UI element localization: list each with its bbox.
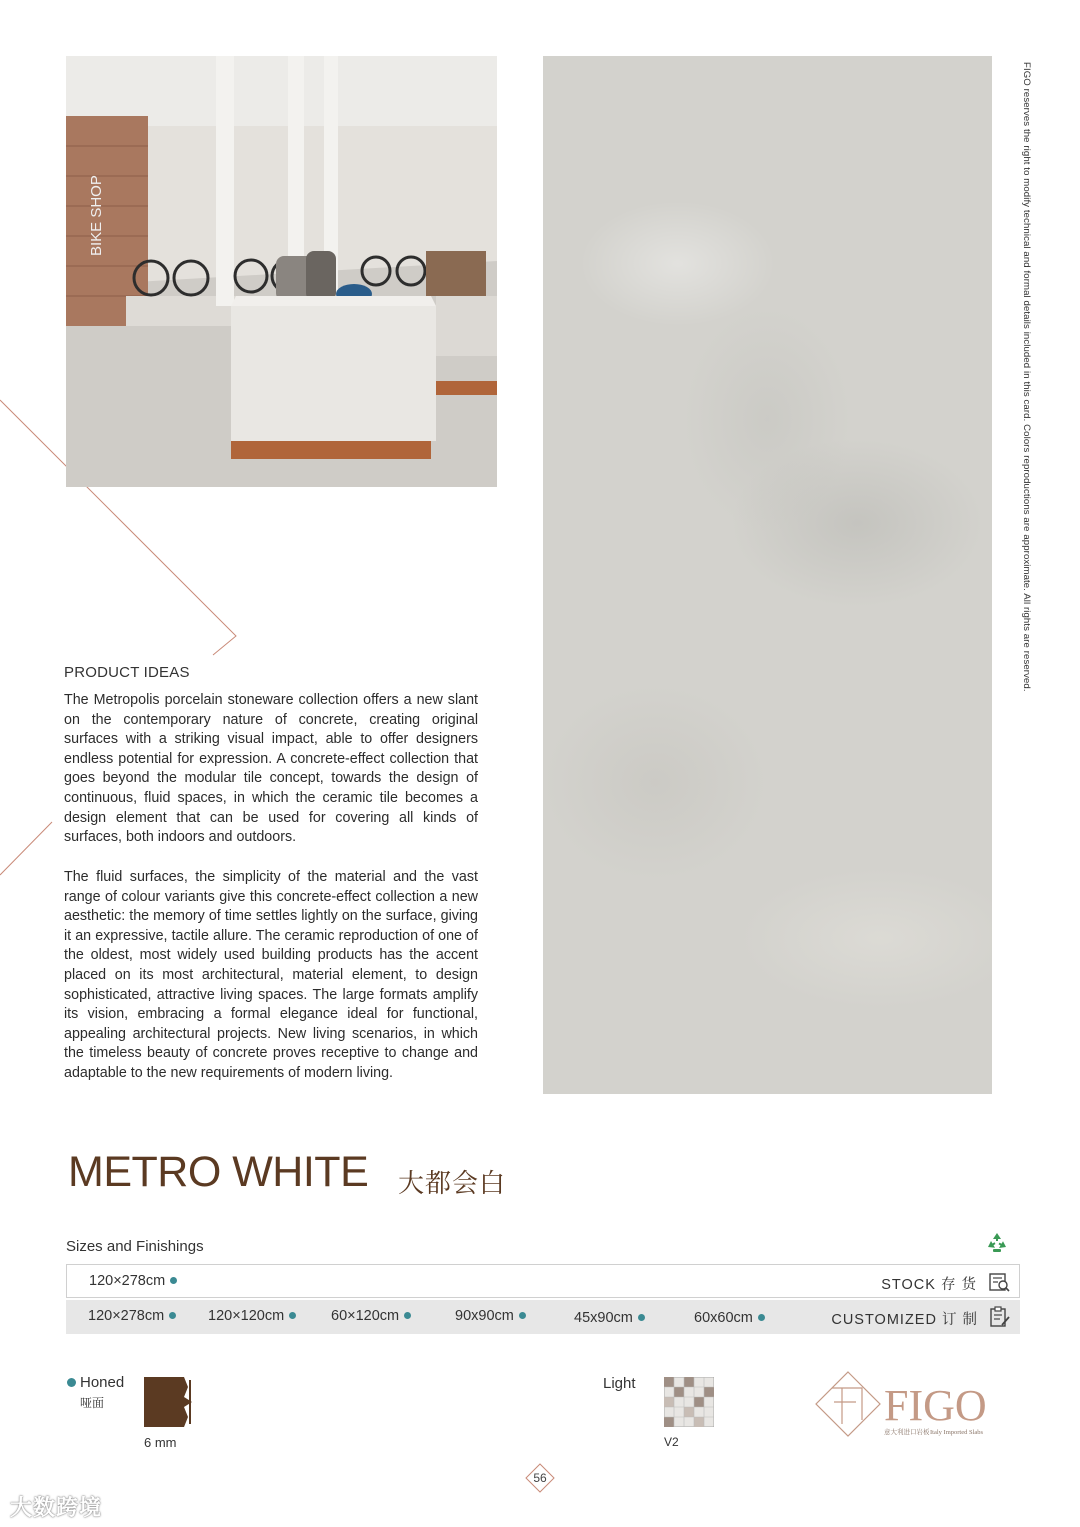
custom-size-3: 60×120cm: [331, 1308, 411, 1324]
size-dot-icon: [170, 1277, 177, 1284]
page-number: 56: [533, 1471, 547, 1485]
brand-tagline-cn: 意大利进口岩板: [884, 1429, 930, 1436]
stock-size-1: 120×278cm: [89, 1273, 177, 1289]
side-disclaimer-text: FIGO reserves the right to modify technical and formal details included in this card. Colors reproductions are approximate. All rights are reserved.: [1021, 62, 1032, 692]
size-dot-icon: [169, 1312, 176, 1319]
figo-logo: [812, 1368, 1022, 1438]
finish-label: Honed: [80, 1374, 125, 1391]
sizes-title: Sizes and Finishings: [66, 1238, 204, 1255]
product-name-chinese: 大都会白: [398, 1168, 507, 1198]
variation-code: V2: [664, 1435, 679, 1449]
size-dot-icon: [638, 1314, 645, 1321]
stock-sizes-row: [66, 1264, 1020, 1298]
recycle-icon: [985, 1231, 1009, 1255]
finish-label-chinese: 哑面: [80, 1396, 105, 1410]
size-dot-icon: [519, 1312, 526, 1319]
customized-sizes-row: [66, 1300, 1020, 1334]
brand-tagline: Italy Imported Slabs: [930, 1429, 984, 1436]
product-ideas-heading: PRODUCT IDEAS: [64, 664, 190, 681]
product-name: METRO WHITE: [68, 1148, 369, 1196]
customized-label: CUSTOMIZED 订 制: [831, 1312, 978, 1328]
custom-size-5: 45x90cm: [574, 1310, 645, 1326]
size-dot-icon: [404, 1312, 411, 1319]
size-dot-icon: [758, 1314, 765, 1321]
brand-name: FIGO: [884, 1381, 987, 1430]
custom-size-4: 90x90cm: [455, 1308, 526, 1324]
shade-variation-icon: [664, 1377, 714, 1427]
custom-size-6: 60x60cm: [694, 1310, 765, 1326]
stock-box-icon: [987, 1270, 1011, 1294]
product-ideas-paragraph-2: The fluid surfaces, the simplicity of the material and the vast range of colour variants give this concrete-effect collection a new aesthetic: the memory of time settles lightly on the surface, giving it an expressive, tactile allure. The ceramic reproduction of one of the oldest, most widely used building products has the accent placed on its most architectural, material element, to design sophisticated, attractive living spaces. The large formats amplify its vision, embracing a formal elegance ideal for functional, appealing architectural projects. New living scenarios, in which the timeless beauty of concrete proves receptive to change and adaptable to the new requirements of modern living.: [64, 869, 478, 1081]
thickness-icon: [144, 1377, 194, 1427]
variation-label: Light: [603, 1375, 636, 1392]
custom-order-icon: [988, 1305, 1012, 1329]
watermark: 大数跨境: [10, 1495, 103, 1520]
custom-size-2: 120×120cm: [208, 1308, 296, 1324]
custom-size-1: 120×278cm: [88, 1308, 176, 1324]
tile-swatch: [543, 56, 992, 1094]
product-ideas-paragraph-1: The Metropolis porcelain stoneware collection offers a new slant on the contemporary nature of concrete, creating original surfaces with a striking visual impact, able to offer designers endless potential for expression. A concrete-effect collection that goes beyond the modular tile concept, towards the design of continuous, fluid spaces, in which the ceramic tile becomes a design element that can be used for covering all kinds of surfaces, both indoors and outdoors.: [64, 692, 478, 846]
side-disclaimer: [1020, 62, 1032, 742]
size-dot-icon: [289, 1312, 296, 1319]
interior-photo: [66, 56, 497, 487]
stock-label: STOCK 存 货: [881, 1277, 977, 1293]
thickness-label: 6 mm: [144, 1435, 177, 1450]
photo-sign: BIKE SHOP: [88, 175, 105, 256]
finish-dot-icon: [67, 1378, 76, 1387]
